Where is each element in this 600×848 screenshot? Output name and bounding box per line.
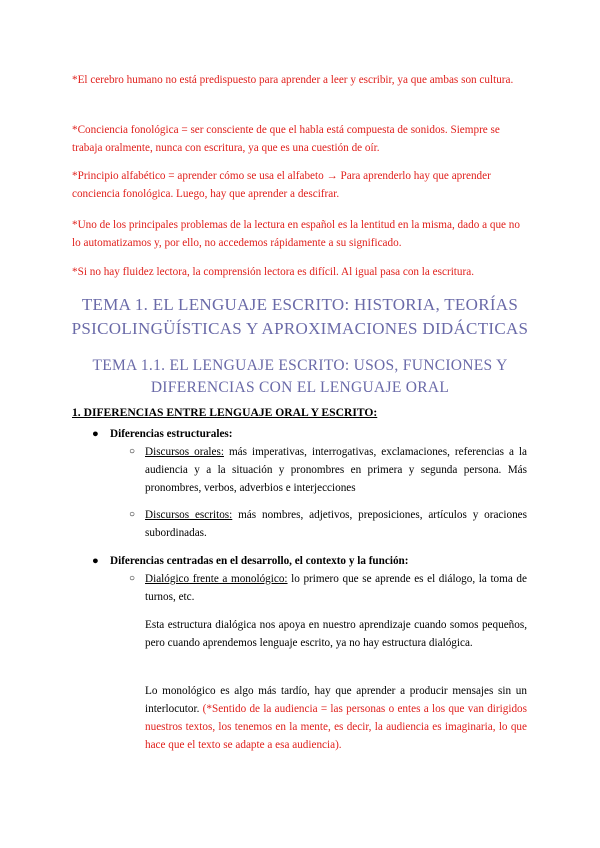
- monologic-paragraph: [145, 682, 527, 754]
- dialogic-item: [145, 570, 527, 606]
- audience-note: (*Sentido de la audiencia = las personas o entes a los que van dirigidos nuestros textos, los tenemos en la mente, es decir, la audiencia es imaginaria, lo que hace que el texto se adapte a esa audiencia).: [145, 703, 527, 751]
- oral-term: Discursos orales:: [145, 446, 224, 458]
- bullet-icon: ●: [92, 428, 99, 440]
- bullet-structural: [92, 425, 233, 443]
- note-3: *Principio alfabético = aprender cómo se usa el alfabeto → Para aprenderlo hay que aprender conciencia fonológica. Luego, hay que aprender a descifrar.: [72, 170, 491, 200]
- note-2: *Conciencia fonológica = ser consciente de que el habla está compuesta de sonidos. Siempre se trabaja oralmente, nunca con escritura, ya que es una cuestión de oír.: [72, 124, 500, 154]
- tema-1-1-title: TEMA 1.1. EL LENGUAJE ESCRITO: USOS, FUNCIONES Y DIFERENCIAS CON EL LENGUAJE ORAL: [92, 357, 508, 396]
- dialogic-term: Dialógico frente a monológico:: [145, 573, 288, 585]
- tema-1-title: TEMA 1. EL LENGUAJE ESCRITO: HISTORIA, TEORÍAS PSICOLINGÜÍSTICAS Y APROXIMACIONES DIDÁCTICAS: [71, 295, 529, 338]
- written-text: más nombres, adjetivos, preposiciones, artículos y oraciones subordinadas.: [145, 509, 527, 539]
- bullet-icon: ●: [92, 555, 99, 567]
- monologic-text: Lo monológico es algo más tardío, hay que aprender a producir mensajes sin un interlocutor.: [145, 685, 527, 715]
- bullet-development: [92, 552, 409, 570]
- written-term: Discursos escritos:: [145, 509, 233, 521]
- written-discourse-item: [145, 506, 527, 542]
- note-1: *El cerebro humano no está predispuesto para aprender a leer y escribir, ya que ambas son cultura.: [72, 74, 514, 86]
- dialogic-text: lo primero que se aprende es el diálogo, la toma de turnos, etc.: [145, 573, 527, 603]
- bullet-structural-label: Diferencias estructurales:: [110, 428, 233, 440]
- section-heading: 1. DIFERENCIAS ENTRE LENGUAJE ORAL Y ESCRITO:: [72, 406, 378, 419]
- note-5: *Si no hay fluidez lectora, la comprensión lectora es difícil. Al igual pasa con la escritura.: [72, 266, 474, 278]
- circle-bullet-icon: ○: [129, 446, 136, 457]
- oral-text: más imperativas, interrogativas, exclamaciones, referencias a la audiencia y a la situación y pronombres en primera y segunda persona. Más pronombres, verbos, adverbios e interjecciones: [145, 446, 527, 494]
- circle-bullet-icon: ○: [129, 573, 136, 584]
- bullet-development-label: Diferencias centradas en el desarrollo, el contexto y la función:: [110, 555, 409, 567]
- dialogic-paragraph: Esta estructura dialógica nos apoya en nuestro aprendizaje cuando somos pequeños, pero cuando aprendemos lenguaje escrito, ya no hay estructura dialógica.: [145, 619, 527, 649]
- note-4: *Uno de los principales problemas de la lectura en español es la lentitud en la misma, dado a que no lo automatizamos y, por ello, no accedemos rápidamente a su significado.: [72, 219, 520, 249]
- oral-discourse-item: [145, 443, 527, 497]
- circle-bullet-icon: ○: [129, 509, 136, 520]
